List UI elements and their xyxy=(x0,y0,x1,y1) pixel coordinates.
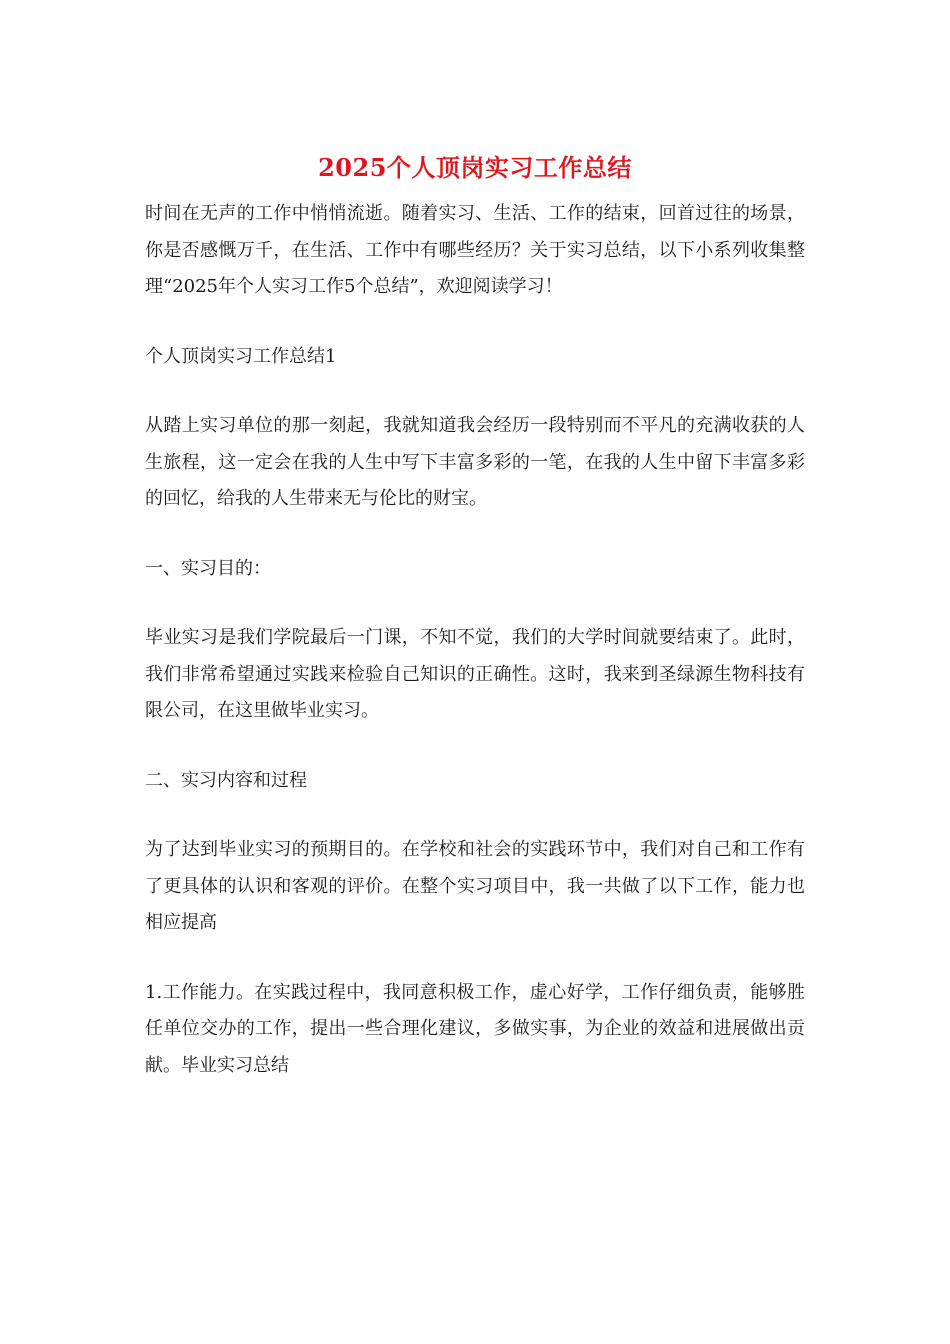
section-heading-summary-1: 个人顶岗实习工作总结1 xyxy=(145,345,337,367)
opening-paragraph: 从踏上实习单位的那一刻起，我就知道我会经历一段特别而不平凡的充满收获的人生旅程，这一定会在我的人生中写下丰富多彩的一笔，在我的人生中留下丰富多彩的回忆，给我的人生带来无与伦比的财宝。 xyxy=(145,415,805,509)
document-body xyxy=(145,150,805,1117)
intro-paragraph: 时间在无声的工作中悄悄流逝。随着实习、生活、工作的结束，回首过往的场景，你是否感慨万千，在生活、工作中有哪些经历？关于实习总结，以下小系列收集整理“2025年个人实习工作5个总结”，欢迎阅读学习！ xyxy=(145,203,805,297)
content-paragraph: 为了达到毕业实习的预期目的。在学校和社会的实践环节中，我们对自己和工作有了更具体的认识和客观的评价。在整个实习项目中，我一共做了以下工作，能力也相应提高 xyxy=(145,839,805,933)
heading-internship-purpose: 一、实习目的： xyxy=(145,557,271,579)
purpose-paragraph: 毕业实习是我们学院最后一门课，不知不觉，我们的大学时间就要结束了。此时，我们非常希望通过实践来检验自己知识的正确性。这时，我来到圣绿源生物科技有限公司，在这里做毕业实习。 xyxy=(145,627,805,721)
work-ability-paragraph: 1.工作能力。在实践过程中，我同意积极工作，虚心好学，工作仔细负责，能够胜任单位交办的工作，提出一些合理化建议，多做实事，为企业的效益和进展做出贡献。毕业实习总结 xyxy=(145,981,805,1076)
document-title: 2025个人顶岗实习工作总结 xyxy=(318,153,632,182)
heading-internship-content: 二、实习内容和过程 xyxy=(145,769,307,791)
